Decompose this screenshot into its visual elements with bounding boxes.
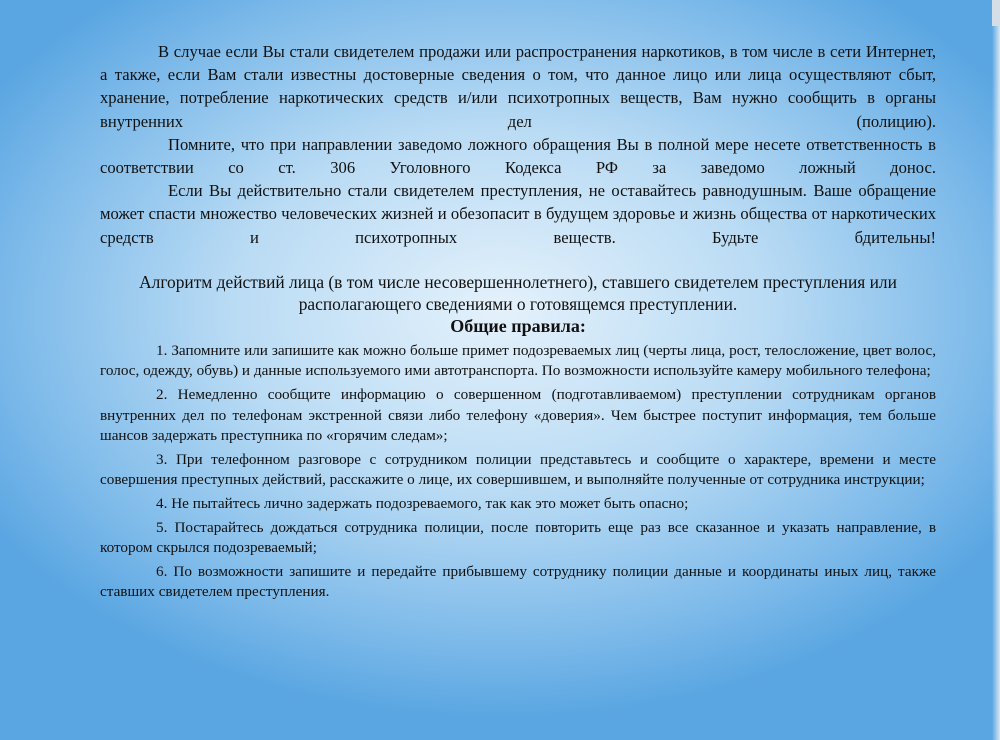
rule-item-4: 4. Не пытайтесь лично задержать подозреваемого, так как это может быть опасно;: [156, 494, 689, 512]
document-page: [100, 40, 936, 606]
intro-paragraph-3: Если Вы действительно стали свидетелем преступления, не оставайтесь равнодушным. Ваше обращение может спасти множество человеческих жизней и обезопасит в будущем здоровье и жизнь общества от наркотических средств и психотропных веществ. Будьте бдительны!: [100, 181, 936, 247]
rules-title: Общие правила:: [450, 315, 586, 336]
rule-item-5: 5. Постарайтесь дождаться сотрудника полиции, после повторить еще раз все сказанное и указать направление, в котором скрылся подозреваемый;: [100, 518, 936, 557]
algorithm-heading: Алгоритм действий лица (в том числе несовершеннолетнего), ставшего свидетелем преступления или располагающего сведениями о готовящемся преступлении.: [139, 271, 897, 314]
rules-list: [100, 341, 936, 603]
rule-item-1: 1. Запомните или запишите как можно больше примет подозреваемых лиц (черты лица, рост, телосложение, цвет волос, голос, одежду, обувь) и данные используемого ими автотранспорта. По возможности используйте камеру мобильного телефона;: [100, 341, 936, 380]
intro-paragraph-1: В случае если Вы стали свидетелем продажи или распространения наркотиков, в том числе в сети Интернет, а также, если Вам стали известны достоверные сведения о том, что данное лицо или лица осуществляют сбыт, хранение, потребление наркотических средств и/или психотропных веществ, Вам нужно сообщить в органы внутренних дел (полицию).: [100, 42, 936, 131]
intro-section: [100, 40, 936, 249]
rule-item-2: 2. Немедленно сообщите информацию о совершенном (подготавливаемом) преступлении сотрудникам органов внутренних дел по телефонам экстренной связи либо телефону «доверия». Чем быстрее поступит информация, тем больше шансов задержать преступника по «горячим следам»;: [100, 386, 936, 445]
scrollbar-thumb[interactable]: [992, 0, 1000, 26]
rule-item-3: 3. При телефонном разговоре с сотрудником полиции представьтесь и сообщите о характере, времени и месте совершения преступных действий, расскажите о лице, их совершившем, и выполняйте полученные от сотрудника инструкции;: [100, 450, 936, 489]
scrollbar-track[interactable]: [992, 0, 1000, 740]
intro-paragraph-2: Помните, что при направлении заведомо ложного обращения Вы в полной мере несете ответственность в соответствии со ст. 306 Уголовного Кодекса РФ за заведомо ложный донос.: [100, 134, 936, 178]
rule-item-6: 6. По возможности запишите и передайте прибывшему сотруднику полиции данные и координаты иных лиц, также ставших свидетелем преступления.: [100, 562, 936, 601]
